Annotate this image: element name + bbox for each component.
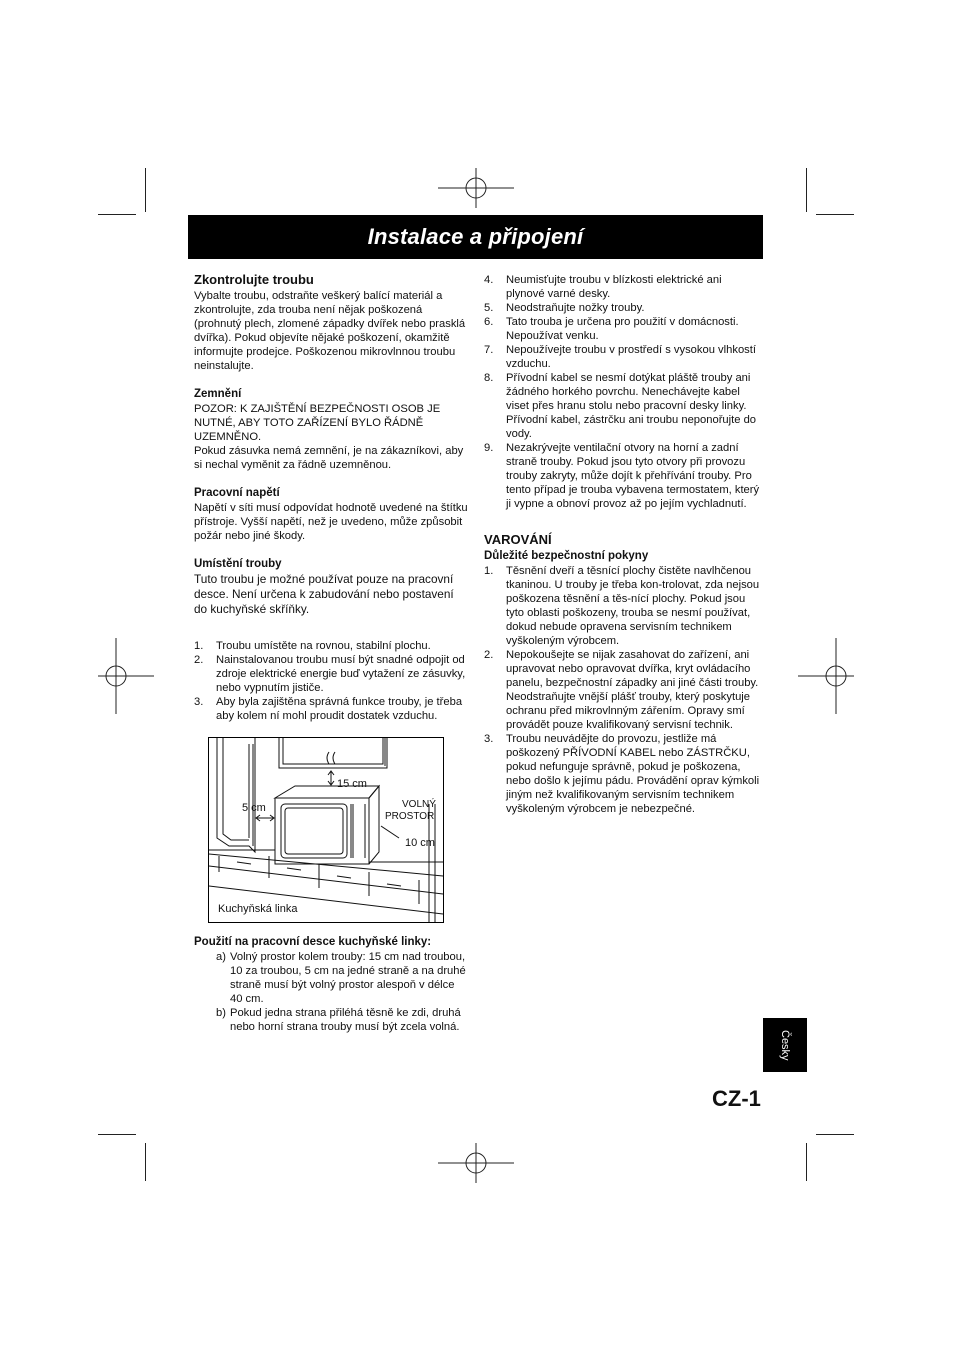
right-column: [484, 273, 760, 816]
list-item: 5. Neodstraňujte nožky trouby.: [484, 302, 645, 314]
section-title-counter-use: Použití na pracovní desce kuchyňské linky:: [194, 936, 432, 948]
list-item: 3. Troubu neuvádějte do provozu, jestliže má poškozený PŘÍVODNÍ KABEL nebo ZÁSTRČKU, pokud nefunguje správně, pokud je poškozena, nebo došlo k jejímu pádu. Provádění oprav kýmkoli jiným než kvalifikovaným servisním technikem vyškoleným výrobcem je nebezpečné.: [484, 733, 760, 815]
crop-mark: [816, 1134, 854, 1135]
list-item: 8. Přívodní kabel se nesmí dotýkat pláště trouby ani žádného horkého povrchu. Nenechávejte kabel viset přes hranu stolu nebo pracovní desky linky. Přívodní kabel, zástrčku ani troubu neponořujte do vody.: [484, 372, 757, 440]
section-title-voltage: Pracovní napětí: [194, 487, 280, 499]
grounding-text: Pokud zásuvka nemá zemnění, je na zákazníkovi, aby si nechal vyměnit za řádně uzemněnou.: [194, 445, 464, 471]
placement-list: [194, 639, 470, 723]
section-title-grounding: Zemnění: [194, 388, 242, 400]
page-title: Instalace a připojení: [367, 224, 584, 249]
crop-mark: [806, 168, 807, 212]
registration-mark-icon: [78, 638, 154, 714]
microwave-illustration: [209, 738, 443, 922]
label-rear-clearance: 10 cm: [405, 837, 435, 849]
grounding-warning: POZOR: K ZAJIŠTĚNÍ BEZPEČNOSTI OSOB JE NUTNÉ, ABY TOTO ZAŘÍZENÍ BYLO ŘÁDNĚ UZEMNĚNO.: [194, 403, 441, 443]
list-item: b) Pokud jedna strana přiléhá těsně ke zdi, druhá nebo horní strana trouby musí být zcela volná.: [216, 1007, 461, 1033]
warning-subtitle: Důležité bezpečnostní pokyny: [484, 550, 649, 562]
list-item: 1. Troubu umístěte na rovnou, stabilní plochu.: [194, 640, 431, 652]
crop-mark: [98, 1134, 136, 1135]
language-tab: [763, 1018, 807, 1072]
list-item: 6. Tato trouba je určena pro použití v domácnosti. Nepoužívat venku.: [484, 316, 739, 342]
section-title-check: Zkontrolujte troubu: [194, 272, 314, 287]
registration-mark-icon: [798, 638, 874, 714]
installation-list: [484, 273, 760, 511]
list-item: a) Volný prostor kolem trouby: 15 cm nad troubou, 10 za troubou, 5 cm na jedné straně a na druhé straně musí být volný prostor alespoň v délce 40 cm.: [216, 951, 466, 1005]
label-top-clearance: 15 cm: [337, 778, 367, 790]
list-item: 2. Nepokoušejte se nijak zasahovat do zařízení, ani upravovat nebo opravovat dvířka, kryt ovládacího panelu, bezpečnostní západky ani jiné části trouby. Neodstraňujte vnější plášť trouby, který poskytuje ochranu před mikrovlnným zářením. Opravy smí provádět pouze kvalifikovaný servisní technik.: [484, 649, 759, 731]
crop-mark: [145, 1143, 146, 1181]
list-item: 1. Těsnění dveří a těsnící plochy čistěte navlhčenou tkaninou. U trouby je třeba kon-trolovat, zda nejsou poškozena těsnění a těs-nící plochy. Pokud jsou tyto oblasti poškozeny, trouba se nesmí používat, dokud nebude opravena servisním technikem vyškoleným výrobcem.: [484, 565, 760, 647]
list-item: 9. Nezakrývejte ventilační otvory na horní a zadní straně trouby. Pokud jsou tyto otvory při provozu trouby zakryty, může dojít k přehřívání trouby. Pro tento případ je trouba vybavena termostatem, který ji vypne a obnoví provoz až po jejím vychladnutí.: [484, 442, 760, 510]
label-counter: Kuchyňská linka: [218, 903, 298, 915]
list-item: 3. Aby byla zajištěna správná funkce trouby, je třeba aby kolem ní mohl proudit dostatek vzduchu.: [194, 696, 463, 722]
counter-use-list: [194, 950, 470, 1034]
crop-mark: [98, 214, 136, 215]
voltage-text: Napětí v síti musí odpovídat hodnotě uvedené na štítku přístroje. Vyšší napětí, než je uvedeno, může způsobit požár nebo jiné škody.: [194, 502, 468, 542]
warning-title: VAROVÁNÍ: [484, 532, 552, 547]
crop-mark: [806, 1143, 807, 1181]
page-number: CZ-1: [712, 1086, 761, 1111]
list-item: 7. Nepoužívejte troubu v prostředí s vysokou vlhkostí vzduchu.: [484, 344, 756, 370]
list-item: 2. Nainstalovanou troubu musí být snadné odpojit od zdroje elektrické energie buď vytažení ze zásuvky, nebo vypnutím jističe.: [194, 654, 466, 694]
label-side-clearance: 5 cm: [242, 802, 266, 814]
section-text-check: Vybalte troubu, odstraňte veškerý balící materiál a zkontrolujte, zda trouba není nějak poškozená (prohnutý plech, zlomené západky dvířek nebo prasklá dvířka). Pokud objevíte nějaké poškození, okamžitě informujte prodejce. Poškozenou mikrovlnnou troubu neinstalujte.: [194, 290, 466, 372]
crop-mark: [816, 214, 854, 215]
title-banner: [188, 215, 763, 259]
left-column: [194, 273, 470, 1034]
section-title-placement: Umístění trouby: [194, 558, 282, 570]
label-free-space: VOLNÝ: [402, 799, 436, 810]
clearance-diagram: [208, 737, 444, 923]
warning-list: [484, 564, 760, 816]
language-label: Česky: [779, 1029, 791, 1061]
registration-mark-icon: [438, 1125, 514, 1201]
list-item: 4. Neumisťujte troubu v blízkosti elektrické ani plynové varné desky.: [484, 274, 722, 300]
placement-text: Tuto troubu je možné používat pouze na pracovní desce. Není určena k zabudování nebo postavení do kuchyňské skříňky.: [194, 572, 454, 616]
label-free-space: PROSTOR: [385, 811, 435, 822]
crop-mark: [145, 168, 146, 212]
